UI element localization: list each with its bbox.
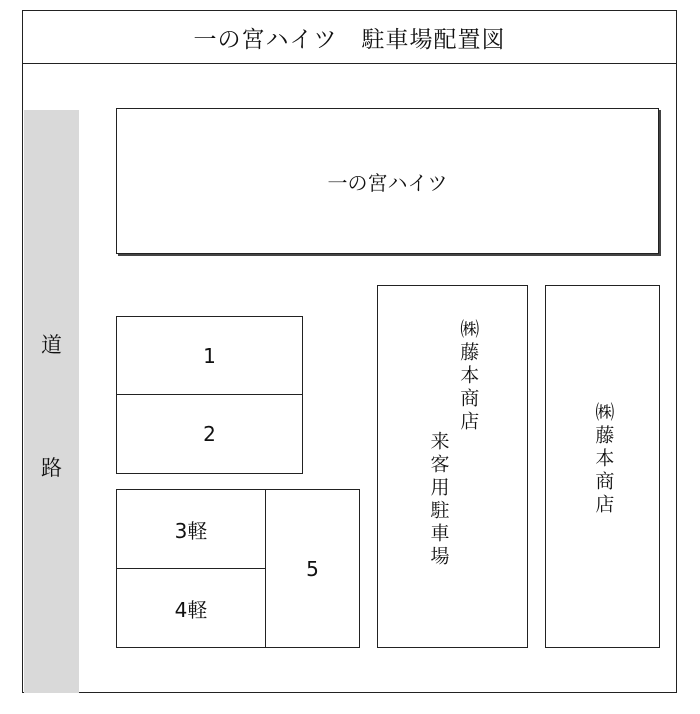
shop-label: ㈱藤本商店 xyxy=(592,402,615,517)
building-box xyxy=(116,108,659,254)
building-label: 一の宮ハイツ xyxy=(327,170,448,195)
parking-space-4-label: 4軽 xyxy=(174,597,208,622)
road-label-char-1: 道 xyxy=(41,333,62,357)
parking-space-5 xyxy=(265,489,360,648)
road xyxy=(24,110,79,693)
map-frame xyxy=(22,10,677,693)
parking-space-1 xyxy=(116,316,303,395)
parking-space-1-label: 1 xyxy=(203,343,216,368)
shop-building xyxy=(545,285,660,648)
road-label-char-2: 路 xyxy=(41,456,62,480)
visitor-parking-label: 来客用駐車場 xyxy=(427,431,450,569)
parking-space-2 xyxy=(116,394,303,474)
parking-space-3 xyxy=(116,489,266,569)
parking-space-4 xyxy=(116,568,266,648)
parking-space-5-label: 5 xyxy=(306,556,319,581)
visitor-parking-owner: ㈱藤本商店 xyxy=(457,319,480,434)
visitor-parking-area xyxy=(377,285,528,648)
parking-space-2-label: 2 xyxy=(203,422,216,446)
page-title: 一の宮ハイツ 駐車場配置図 xyxy=(23,11,676,64)
parking-space-3-label: 3軽 xyxy=(174,518,208,543)
